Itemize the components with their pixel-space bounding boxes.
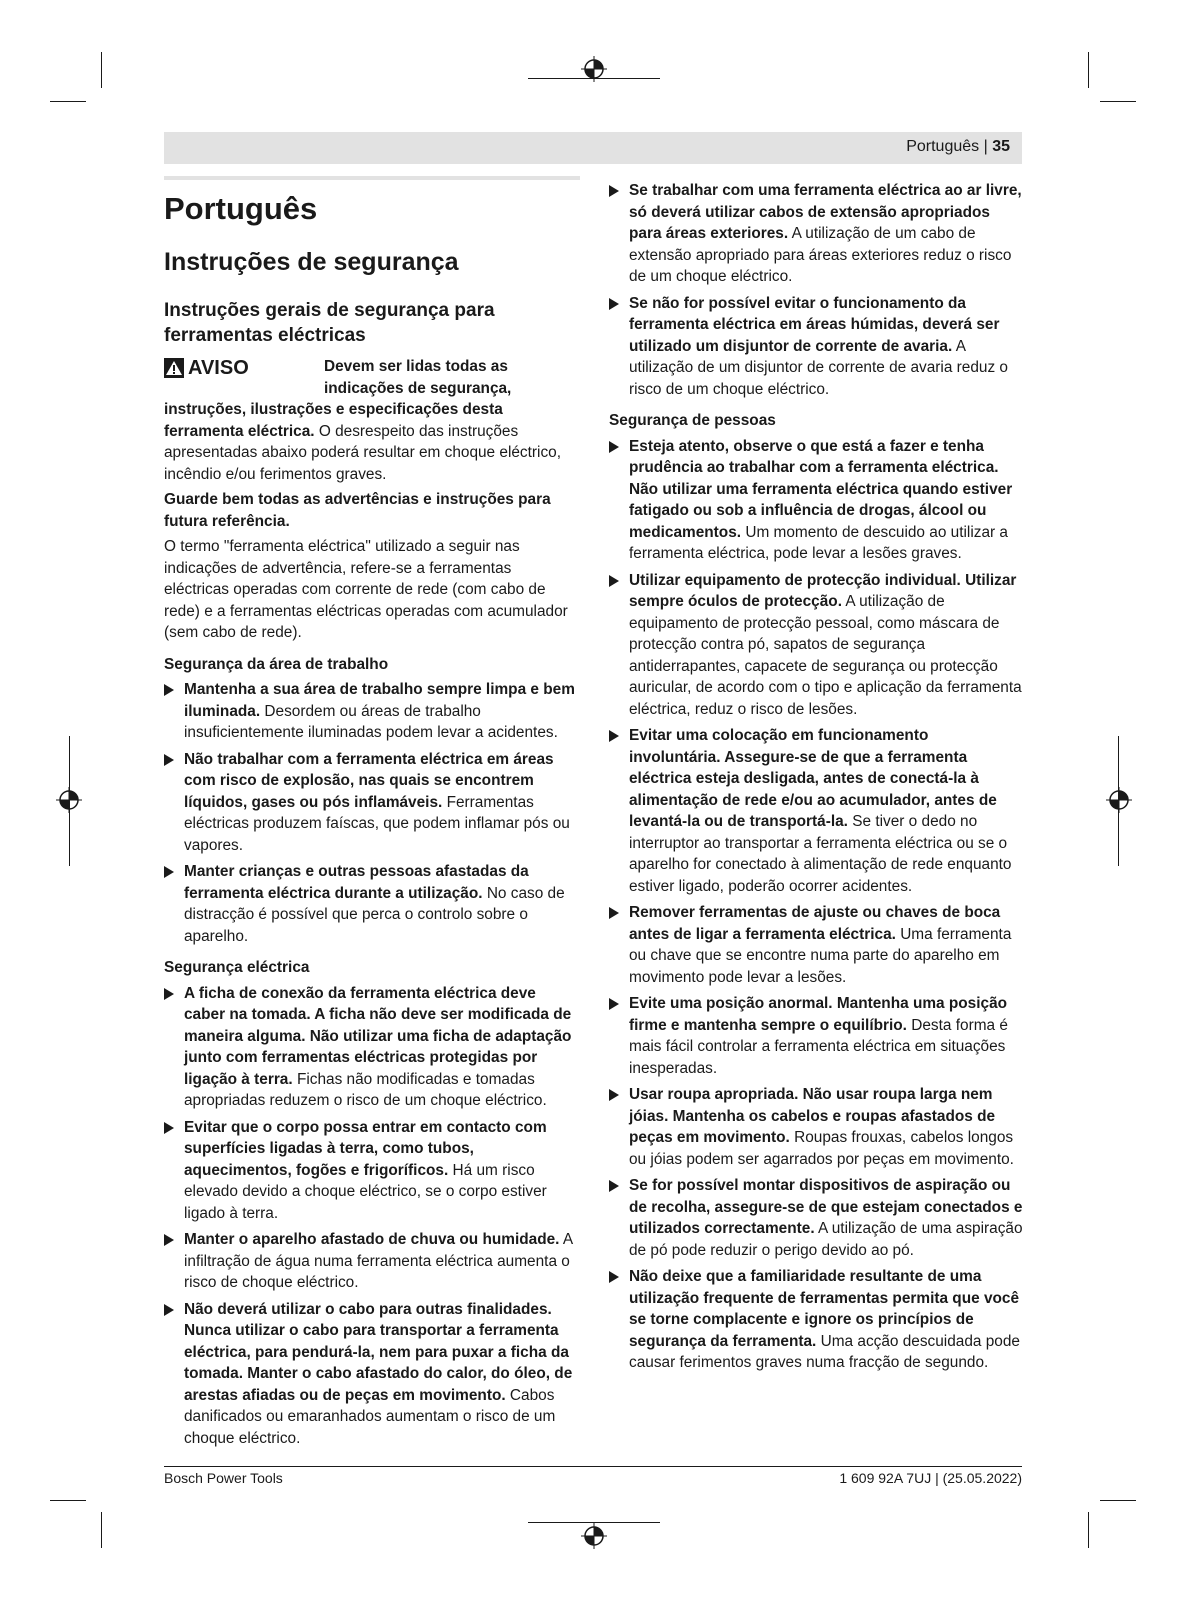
item-bold-text: Evitar uma colocação em funcionamento involuntária. Assegure-se de que a ferramenta eléctrica esteja desligada, antes de conectá-la à alimentação de rede e/ou ao acumulador, antes de levantá-la ou de transportá-la. [629, 727, 997, 830]
item-bold-text: Se for possível montar dispositivos de aspiração ou de recolha, assegure-se de que estejam conectados e utilizados correctamente. [629, 1177, 1023, 1237]
item-bold-text: Remover ferramentas de ajuste ou chaves de boca antes de ligar a ferramenta eléctrica. [629, 904, 1001, 943]
bullet-arrow-icon [609, 907, 619, 919]
item-bold-text: Evitar que o corpo possa entrar em contacto com superfícies ligadas à terra, como tubos, aquecimentos, fogões e frigoríficos. [184, 1118, 547, 1179]
list-item [609, 180, 1023, 288]
bullet-list [609, 180, 1023, 400]
list-item [609, 293, 1023, 401]
bullet-arrow-icon [609, 441, 619, 453]
crop-mark [1088, 52, 1089, 88]
item-bold-text: A ficha de conexão da ferramenta eléctrica deve caber na tomada. A ficha não deve ser modificada de maneira alguma. Não utilizar uma ficha de adaptação junto com ferramentas eléctricas protegidas por ligação à terra. [184, 984, 572, 1088]
crop-mark [69, 736, 70, 866]
item-text: A utilização de um cabo de extensão apropriado para áreas exteriores reduz o risco de um choque eléctrico. [629, 225, 1012, 285]
header-language: Português [906, 138, 980, 155]
item-text: Desta forma é mais fácil controlar a ferramenta eléctrica em situações inesperadas. [629, 1016, 1008, 1077]
crop-mark [101, 1512, 102, 1548]
list-item [164, 1299, 580, 1450]
bullet-arrow-icon [609, 1180, 619, 1192]
item-text: No caso de distracção é possível que perca o controlo sobre o aparelho. [184, 884, 565, 945]
bullet-arrow-icon [609, 1089, 619, 1101]
list-item [609, 1175, 1023, 1261]
list-item [609, 1084, 1023, 1170]
item-text: Uma ferramenta ou chave que se encontre numa parte do aparelho em movimento pode levar a lesões. [629, 925, 1012, 986]
item-bold-text: Não deixe que a familiaridade resultante de uma utilização frequente de ferramentas permita que você se torne complacente e ignore os princípios de segurança da ferramenta. [629, 1268, 1020, 1350]
warning-block [164, 356, 580, 399]
page-header [164, 132, 1022, 164]
warning-label: AVISO [188, 357, 249, 379]
item-bold-text: Utilizar equipamento de protecção individual. Utilizar sempre óculos de protecção. [629, 571, 1017, 610]
footer-doc-id: 1 609 92A 7UJ | (25.05.2022) [839, 1470, 1022, 1486]
item-text: A infiltração de água numa ferramenta eléctrica aumenta o risco de choque eléctrico. [184, 1231, 573, 1291]
warning-badge [164, 356, 324, 399]
footer-brand: Bosch Power Tools [164, 1470, 283, 1486]
item-text: Cabos danificados ou emaranhados aumentam o risco de um choque eléctrico. [184, 1386, 556, 1447]
registration-mark-icon [581, 1523, 607, 1549]
keep-instructions [164, 489, 580, 532]
warning-paragraph [164, 399, 580, 485]
bullet-arrow-icon [609, 730, 619, 742]
warning-side-text: Devem ser lidas todas as indicações de segurança, [324, 358, 512, 397]
list-item [164, 1117, 580, 1225]
list-item [609, 570, 1023, 721]
section-heading: Segurança de pessoas [609, 412, 776, 429]
item-bold-text: Manter o aparelho afastado de chuva ou humidade. [184, 1231, 560, 1248]
bullet-arrow-icon [164, 754, 174, 766]
list-item [609, 993, 1023, 1079]
list-item [609, 436, 1023, 565]
bullet-list [164, 983, 580, 1450]
item-text: Ferramentas eléctricas produzem faíscas, que podem inflamar pós ou vapores. [184, 793, 570, 854]
bullet-arrow-icon [164, 1304, 174, 1316]
item-text: A utilização de um disjuntor de corrente de avaria reduz o risco de um choque eléctrico. [629, 337, 1008, 398]
title-rule [164, 176, 580, 180]
warning-normal-text: O desrespeito das instruções apresentadas abaixo poderá resultar em choque eléctrico, incêndio e/ou ferimentos graves. [164, 422, 561, 483]
term-paragraph: O termo "ferramenta eléctrica" utilizado a seguir nas indicações de advertência, refere-se a ferramentas eléctricas operadas com corrente de rede (com cabo de rede) e a ferramentas eléctricas operadas com acumulador (sem cabo de rede). [164, 538, 568, 641]
warning-bold-text: instruções, ilustrações e especificações desta ferramenta eléctrica. [164, 401, 503, 440]
item-bold-text: Manter crianças e outras pessoas afastadas da ferramenta eléctrica durante a utilização. [184, 863, 529, 902]
bullet-list [609, 436, 1023, 1374]
footer-rule [164, 1466, 1022, 1467]
bullet-arrow-icon [609, 298, 619, 310]
bullet-arrow-icon [164, 988, 174, 1000]
bullet-arrow-icon [164, 1122, 174, 1134]
item-text: Se tiver o dedo no interruptor ao transportar a ferramenta eléctrica ou se o aparelho for conectado à alimentação de rede enquanto estiver ligado, poderão ocorrer acidentes. [629, 813, 1012, 895]
bullet-arrow-icon [164, 1234, 174, 1246]
bullet-list [164, 679, 580, 947]
warning-triangle-icon [164, 358, 184, 378]
registration-mark-icon [581, 56, 607, 82]
crop-mark [101, 52, 102, 88]
list-item [609, 902, 1023, 988]
item-bold-text: Não trabalhar com a ferramenta eléctrica em áreas com risco de explosão, nas quais se encontrem líquidos, gases ou pós inflamáveis. [184, 750, 554, 811]
list-item [164, 861, 580, 947]
list-item [164, 749, 580, 857]
item-bold-text: Usar roupa apropriada. Não usar roupa larga nem jóias. Mantenha os cabelos e roupas afastados de peças em movimento. [629, 1086, 996, 1146]
list-item [164, 1229, 580, 1294]
bullet-arrow-icon [609, 185, 619, 197]
item-text: Desordem ou áreas de trabalho insuficientemente iluminadas podem levar a acidentes. [184, 702, 558, 741]
bullet-arrow-icon [609, 575, 619, 587]
bullet-arrow-icon [609, 998, 619, 1010]
item-text: Uma acção descuidada pode causar ferimentos graves numa fracção de segundo. [629, 1332, 1020, 1371]
list-item [164, 679, 580, 744]
item-bold-text: Esteja atento, observe o que está a fazer e tenha prudência ao trabalhar com a ferramenta eléctrica. Não utilizar uma ferramenta eléctrica quando estiver fatigado ou sob a influência de drogas, álcool ou medicamentos. [629, 437, 1013, 541]
header-text [906, 138, 1010, 156]
list-item [164, 983, 580, 1112]
keep-instructions-text: Guarde bem todas as advertências e instruções para futura referência. [164, 491, 551, 530]
item-text: Fichas não modificadas e tomadas apropriadas reduzem o risco de um choque eléctrico. [184, 1070, 547, 1109]
section-heading: Segurança eléctrica [164, 959, 310, 976]
crop-mark [1100, 101, 1136, 102]
item-text: Há um risco elevado devido a choque eléctrico, se o corpo estiver ligado à terra. [184, 1161, 547, 1222]
crop-mark [50, 1500, 86, 1501]
page-title: Português [164, 191, 318, 226]
item-bold-text: Se trabalhar com uma ferramenta eléctrica ao ar livre, só deverá utilizar cabos de extensão apropriados para áreas exteriores. [629, 182, 1022, 242]
page-number: 35 [992, 138, 1010, 155]
bullet-arrow-icon [164, 684, 174, 696]
item-text: Roupas frouxas, cabelos longos ou jóias podem ser agarrados por peças em movimento. [629, 1129, 1014, 1168]
item-bold-text: Mantenha a sua área de trabalho sempre limpa e bem iluminada. [184, 681, 575, 720]
item-text: A utilização de equipamento de protecção pessoal, como máscara de protecção contra pó, sapatos de segurança antiderrapantes, capacete de segurança ou protecção auricular, de acordo com o tipo e aplicação da ferramenta eléctrica, reduz o risco de lesões. [629, 593, 1022, 718]
item-bold-text: Evite uma posição anormal. Mantenha uma posição firme e mantenha sempre o equilíbrio. [629, 995, 1008, 1034]
item-text: Um momento de descuido ao utilizar a ferramenta eléctrica, pode levar a lesões graves. [629, 523, 1008, 562]
bullet-arrow-icon [609, 1271, 619, 1283]
item-bold-text: Se não for possível evitar o funcionamento da ferramenta eléctrica em áreas húmidas, deverá ser utilizado um disjuntor de corrente de avaria. [629, 294, 1000, 355]
crop-mark [50, 101, 86, 102]
item-text: A utilização de uma aspiração de pó pode reduzir o perigo devido ao pó. [629, 1220, 1023, 1259]
bullet-arrow-icon [164, 866, 174, 878]
section-title: Instruções de segurança [164, 248, 459, 276]
item-bold-text: Não deverá utilizar o cabo para outras finalidades. Nunca utilizar o cabo para transportar a ferramenta eléctrica, para pendurá-la, nem para puxar a ficha da tomada. Manter o cabo afastado do calor, do óleo, de arestas afiadas ou de peças em movimento. [184, 1300, 573, 1404]
subsection-title: Instruções gerais de segurança para ferramentas eléctricas [164, 300, 495, 346]
section-heading: Segurança da área de trabalho [164, 655, 389, 673]
header-separator: | [983, 138, 988, 155]
right-column [609, 180, 1023, 1379]
crop-mark [1118, 736, 1119, 866]
left-column [164, 176, 580, 1454]
crop-mark [1100, 1500, 1136, 1501]
list-item [609, 1266, 1023, 1374]
registration-mark-icon [1106, 787, 1132, 813]
list-item [609, 725, 1023, 897]
crop-mark [1088, 1512, 1089, 1548]
